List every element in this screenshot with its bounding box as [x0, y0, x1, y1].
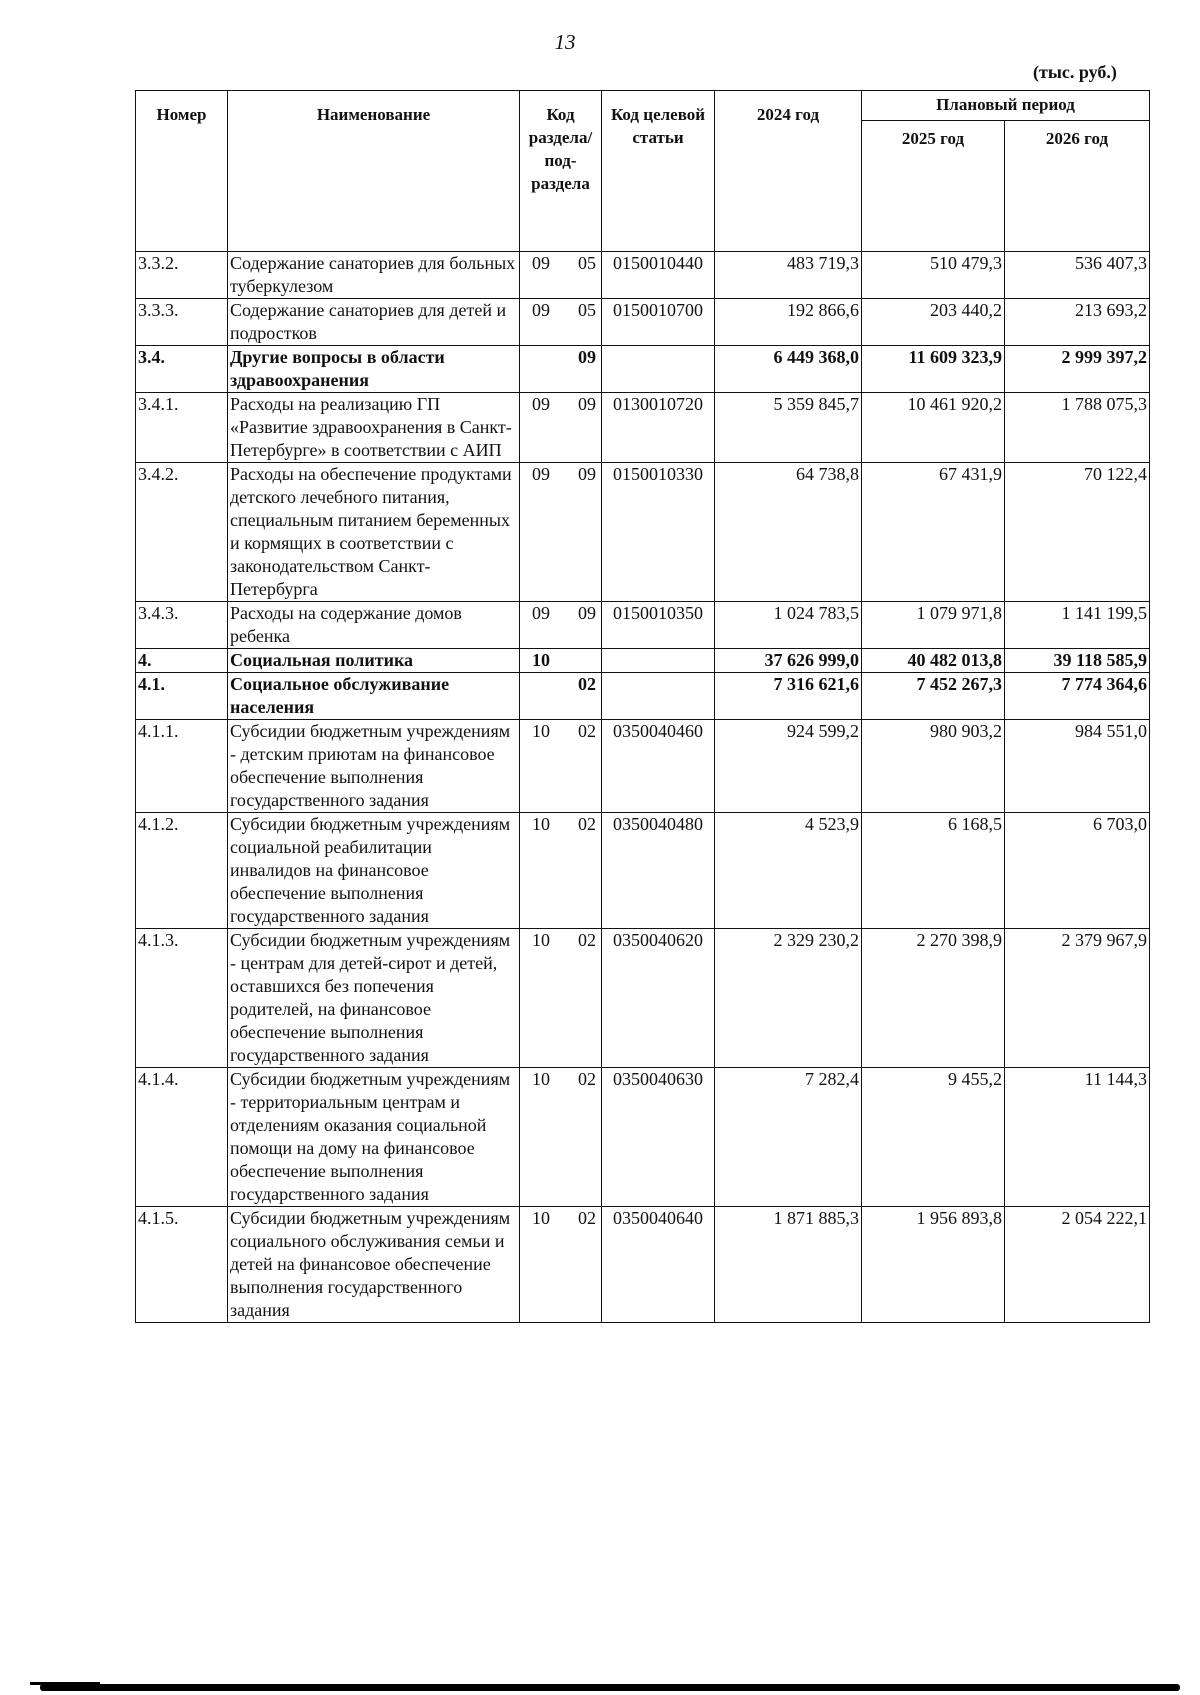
row-number: 4.1.4. [136, 1068, 228, 1207]
row-target-code [602, 346, 715, 393]
row-2025: 510 479,3 [862, 252, 1005, 299]
subsection: 02 [578, 1069, 596, 1089]
header-number: Номер [136, 91, 228, 252]
section: 09 [532, 603, 550, 623]
section: 10 [532, 721, 550, 741]
row-2025: 9 455,2 [862, 1068, 1005, 1207]
subsection: 09 [578, 464, 596, 484]
header-name: Наименование [228, 91, 520, 252]
table-row [136, 720, 1150, 813]
row-2025: 67 431,9 [862, 463, 1005, 602]
row-2024: 4 523,9 [715, 813, 862, 929]
row-2024: 64 738,8 [715, 463, 862, 602]
subsection: 02 [578, 1208, 596, 1228]
section: 10 [532, 1069, 550, 1089]
subsection: 05 [578, 300, 596, 320]
row-2024: 192 866,6 [715, 299, 862, 346]
row-name: Другие вопросы в области здравоохранения [228, 346, 520, 393]
subsection: 09 [578, 603, 596, 623]
row-name: Субсидии бюджетным учреждениям - территориальным центрам и отделениям оказания социальной помощи на дому на финансовое обеспечение выполнения государственного задания [228, 1068, 520, 1207]
row-name: Содержание санаториев для детей и подростков [228, 299, 520, 346]
row-number: 4.1. [136, 673, 228, 720]
row-section-code [520, 299, 602, 346]
row-name: Субсидии бюджетным учреждениям - центрам для детей-сирот и детей, оставшихся без попечения родителей, на финансовое обеспечение выполнения государственного задания [228, 929, 520, 1068]
row-2025: 1 079 971,8 [862, 602, 1005, 649]
row-target-code: 0150010330 [602, 463, 715, 602]
row-2026: 536 407,3 [1005, 252, 1150, 299]
row-target-code: 0350040480 [602, 813, 715, 929]
row-2026: 11 144,3 [1005, 1068, 1150, 1207]
row-name: Расходы на реализацию ГП «Развитие здравоохранения в Санкт-Петербурге» в соответствии с АИП [228, 393, 520, 463]
row-section-code [520, 346, 602, 393]
row-section-code [520, 393, 602, 463]
header-planned-period: Плановый период [862, 91, 1150, 121]
row-section-code [520, 463, 602, 602]
row-2024: 6 449 368,0 [715, 346, 862, 393]
section: 10 [532, 1208, 550, 1228]
row-2024: 483 719,3 [715, 252, 862, 299]
row-section-code [520, 720, 602, 813]
row-2026: 6 703,0 [1005, 813, 1150, 929]
row-number: 3.4.3. [136, 602, 228, 649]
row-name: Субсидии бюджетным учреждениям - детским приютам на финансовое обеспечение выполнения государственного задания [228, 720, 520, 813]
section: 09 [532, 253, 550, 273]
section: 10 [532, 650, 550, 670]
table-row [136, 252, 1150, 299]
scan-bottom-border [40, 1684, 1180, 1691]
header-2026: 2026 год [1005, 121, 1150, 252]
row-2026: 2 999 397,2 [1005, 346, 1150, 393]
row-number: 4. [136, 649, 228, 673]
subsection: 05 [578, 253, 596, 273]
row-target-code: 0150010700 [602, 299, 715, 346]
page-number: 13 [554, 30, 576, 54]
table-row [136, 813, 1150, 929]
row-name: Субсидии бюджетным учреждениям социальной реабилитации инвалидов на финансовое обеспечение выполнения государственного задания [228, 813, 520, 929]
row-section-code [520, 649, 602, 673]
budget-table [135, 90, 1150, 1323]
row-2025: 1 956 893,8 [862, 1207, 1005, 1323]
units-label: (тыс. руб.) [1033, 62, 1117, 82]
row-2025: 40 482 013,8 [862, 649, 1005, 673]
row-2026: 1 141 199,5 [1005, 602, 1150, 649]
row-number: 3.3.2. [136, 252, 228, 299]
row-2025: 7 452 267,3 [862, 673, 1005, 720]
row-target-code: 0350040630 [602, 1068, 715, 1207]
row-number: 4.1.1. [136, 720, 228, 813]
table-row [136, 299, 1150, 346]
table-row [136, 1207, 1150, 1323]
row-section-code [520, 602, 602, 649]
row-target-code: 0130010720 [602, 393, 715, 463]
subsection: 09 [578, 394, 596, 414]
row-2026: 7 774 364,6 [1005, 673, 1150, 720]
row-name: Социальная политика [228, 649, 520, 673]
row-target-code [602, 673, 715, 720]
section: 10 [532, 814, 550, 834]
row-number: 4.1.2. [136, 813, 228, 929]
row-2025: 2 270 398,9 [862, 929, 1005, 1068]
row-2025: 11 609 323,9 [862, 346, 1005, 393]
row-2024: 1 024 783,5 [715, 602, 862, 649]
row-name: Социальное обслуживание населения [228, 673, 520, 720]
row-name: Расходы на содержание домов ребенка [228, 602, 520, 649]
header-2024: 2024 год [715, 91, 862, 252]
table-body [136, 252, 1150, 1323]
section: 09 [532, 300, 550, 320]
row-2026: 2 054 222,1 [1005, 1207, 1150, 1323]
subsection: 02 [578, 721, 596, 741]
row-section-code [520, 813, 602, 929]
section: 10 [532, 930, 550, 950]
row-section-code [520, 673, 602, 720]
header-2025: 2025 год [862, 121, 1005, 252]
row-2024: 37 626 999,0 [715, 649, 862, 673]
table-row [136, 346, 1150, 393]
subsection: 02 [578, 930, 596, 950]
row-2026: 39 118 585,9 [1005, 649, 1150, 673]
row-section-code [520, 929, 602, 1068]
row-2025: 10 461 920,2 [862, 393, 1005, 463]
row-number: 3.4.2. [136, 463, 228, 602]
subsection: 02 [578, 674, 596, 694]
row-2026: 984 551,0 [1005, 720, 1150, 813]
table-row [136, 673, 1150, 720]
row-2024: 7 316 621,6 [715, 673, 862, 720]
row-2026: 1 788 075,3 [1005, 393, 1150, 463]
table-row [136, 602, 1150, 649]
table-row [136, 929, 1150, 1068]
row-number: 4.1.5. [136, 1207, 228, 1323]
row-2024: 2 329 230,2 [715, 929, 862, 1068]
row-target-code: 0350040620 [602, 929, 715, 1068]
row-name: Содержание санаториев для больных туберкулезом [228, 252, 520, 299]
row-2024: 1 871 885,3 [715, 1207, 862, 1323]
row-2024: 7 282,4 [715, 1068, 862, 1207]
row-2026: 70 122,4 [1005, 463, 1150, 602]
header-target-code: Код целевой статьи [602, 91, 715, 252]
row-number: 3.4.1. [136, 393, 228, 463]
row-target-code: 0150010440 [602, 252, 715, 299]
table-row [136, 393, 1150, 463]
table-row [136, 463, 1150, 602]
row-target-code [602, 649, 715, 673]
table-row [136, 1068, 1150, 1207]
row-target-code: 0150010350 [602, 602, 715, 649]
row-target-code: 0350040460 [602, 720, 715, 813]
header-section-code: Код раздела/ под-раздела [520, 91, 602, 252]
row-2026: 2 379 967,9 [1005, 929, 1150, 1068]
row-number: 4.1.3. [136, 929, 228, 1068]
section: 09 [532, 464, 550, 484]
row-2024: 924 599,2 [715, 720, 862, 813]
row-2025: 980 903,2 [862, 720, 1005, 813]
row-name: Расходы на обеспечение продуктами детского лечебного питания, специальным питанием беременных и кормящих в соответствии с законодательством Санкт-Петербурга [228, 463, 520, 602]
subsection: 02 [578, 814, 596, 834]
section: 09 [532, 394, 550, 414]
row-section-code [520, 252, 602, 299]
row-2026: 213 693,2 [1005, 299, 1150, 346]
row-number: 3.4. [136, 346, 228, 393]
row-2024: 5 359 845,7 [715, 393, 862, 463]
subsection: 09 [578, 347, 596, 367]
row-target-code: 0350040640 [602, 1207, 715, 1323]
row-section-code [520, 1068, 602, 1207]
row-name: Субсидии бюджетным учреждениям социального обслуживания семьи и детей на финансовое обеспечение выполнения государственного задания [228, 1207, 520, 1323]
row-number: 3.3.3. [136, 299, 228, 346]
row-section-code [520, 1207, 602, 1323]
row-2025: 203 440,2 [862, 299, 1005, 346]
table-row [136, 649, 1150, 673]
row-2025: 6 168,5 [862, 813, 1005, 929]
